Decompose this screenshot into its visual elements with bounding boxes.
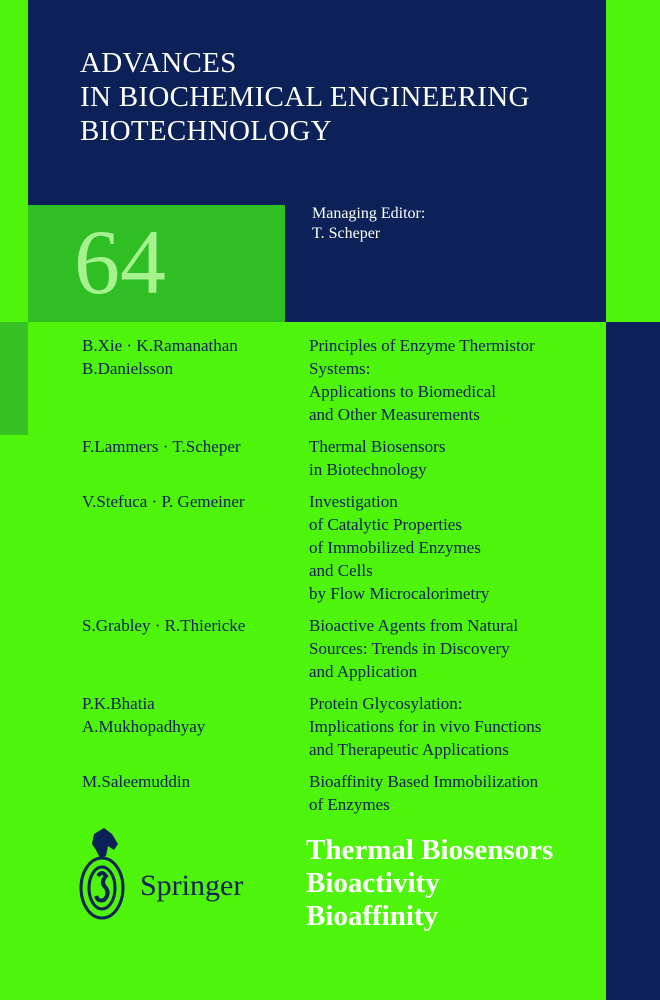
right-edge-band [606,322,660,1000]
toc-authors [82,435,309,481]
title-line: Thermal Biosensors [309,437,446,456]
editor-label: Managing Editor: [312,205,426,222]
title-line: and Cells [309,561,373,580]
series-title-line: ADVANCES [80,47,237,79]
title-line: Systems: [309,359,371,378]
volume-title [306,834,553,933]
toc-title [309,770,597,816]
title-line: of Enzymes [309,795,390,814]
toc-entry [82,490,597,605]
author-line: A.Mukhopadhyay [82,717,206,736]
title-line: Principles of Enzyme Thermistor [309,336,535,355]
title-line: by Flow Microcalorimetry [309,584,490,603]
toc-title [309,490,597,605]
toc-entry [82,334,597,426]
title-line: of Immobilized Enzymes [309,538,481,557]
toc-authors [82,490,309,605]
editor-name: T. Scheper [312,225,381,242]
author-line: V.Stefuca · P. Gemeiner [82,492,245,511]
toc-title [309,334,597,426]
publisher-name: Springer [140,869,244,902]
toc-authors [82,692,309,761]
toc-entry [82,435,597,481]
volume-title-line: Thermal Biosensors [306,834,554,866]
title-line: of Catalytic Properties [309,515,462,534]
toc-title [309,435,597,481]
author-line: P.K.Bhatia [82,694,155,713]
title-line: Implications for in vivo Functions [309,717,542,736]
series-title-line: BIOTECHNOLOGY [80,115,332,147]
toc-entry [82,770,597,816]
author-line: B.Xie · K.Ramanathan [82,336,238,355]
title-line: Applications to Biomedical [309,382,496,401]
series-title-line: IN BIOCHEMICAL ENGINEERING [80,81,530,113]
title-line: Investigation [309,492,398,511]
toc-title [309,692,597,761]
toc-entry [82,692,597,761]
toc-authors [82,334,309,426]
left-edge-tab [0,322,28,435]
title-line: in Biotechnology [309,460,427,479]
author-line: M.Saleemuddin [82,772,191,791]
table-of-contents [82,334,597,825]
series-title [80,46,530,148]
toc-entry [82,614,597,683]
volume-title-line: Bioactivity [306,867,440,899]
springer-knight-icon [74,826,130,926]
toc-authors [82,770,309,816]
toc-authors [82,614,309,683]
author-line: B.Danielsson [82,359,174,378]
managing-editor [312,204,425,244]
title-line: Bioactive Agents from Natural [309,616,519,635]
title-line: and Other Measurements [309,405,480,424]
volume-title-line: Bioaffinity [306,900,439,932]
title-line: and Application [309,662,418,681]
toc-title [309,614,597,683]
volume-number: 64 [74,211,166,313]
title-line: Sources: Trends in Discovery [309,639,510,658]
author-line: S.Grabley · R.Thiericke [82,616,246,635]
author-line: F.Lammers · T.Scheper [82,437,241,456]
title-line: Protein Glycosylation: [309,694,463,713]
title-line: and Therapeutic Applications [309,740,509,759]
title-line: Bioaffinity Based Immobilization [309,772,539,791]
